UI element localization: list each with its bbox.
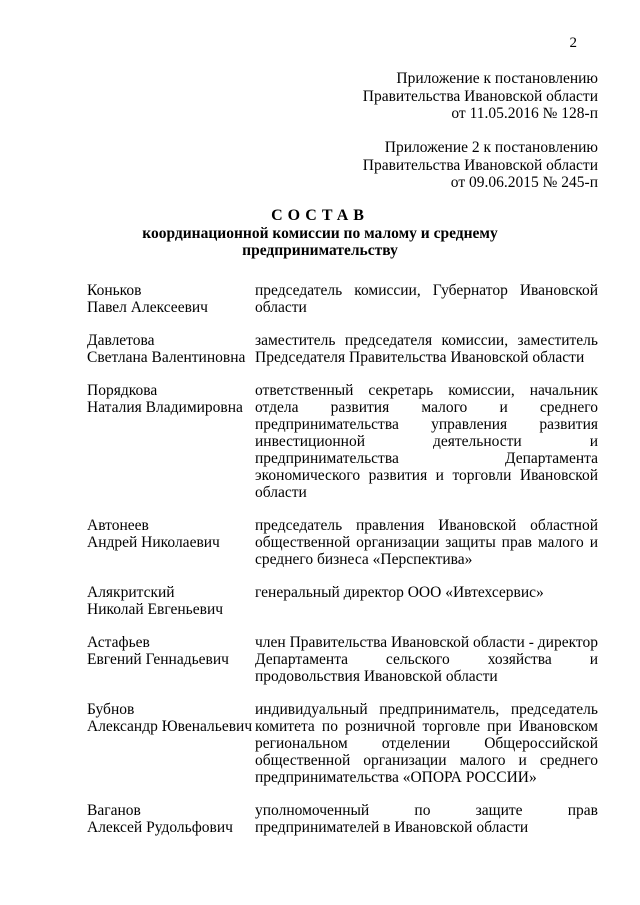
member-position: уполномоченный по защите прав предпринимателей в Ивановской области bbox=[255, 802, 598, 836]
member-name bbox=[87, 701, 255, 786]
member-position: заместитель председателя комиссии, заместитель Председателя Правительства Ивановской области bbox=[255, 332, 598, 366]
member-position: председатель комиссии, Губернатор Ивановской области bbox=[255, 282, 598, 316]
member-name bbox=[87, 517, 255, 568]
member-given-name: Николай Евгеньевич bbox=[87, 601, 224, 618]
member-position: председатель правления Ивановской областной общественной организации защиты прав малого и среднего бизнеса «Перспектива» bbox=[255, 517, 598, 568]
member-name bbox=[87, 802, 255, 836]
member-position: индивидуальный предприниматель, председатель комитета по розничной торговле при Ивановском региональном отделении Общероссийской общественной организации малого и среднего предпринимательства «ОПОРА РОССИИ» bbox=[255, 701, 598, 786]
page-number: 2 bbox=[569, 35, 577, 51]
member-name bbox=[87, 382, 255, 501]
member-row bbox=[87, 282, 598, 316]
appendix-2-line-2: Правительства Ивановской области bbox=[362, 156, 598, 174]
member-row bbox=[87, 584, 598, 618]
member-surname: Давлетова bbox=[87, 332, 155, 349]
member-given-name: Александр Ювенальевич bbox=[87, 718, 253, 735]
member-surname: Астафьев bbox=[87, 634, 150, 651]
member-name bbox=[87, 332, 255, 366]
members-list bbox=[87, 282, 598, 852]
member-position: ответственный секретарь комиссии, начальник отдела развития малого и среднего предпринимательства управления развития инвестиционной деятельности и предпринимательства Департамента экономического развития и торговли Ивановской области bbox=[255, 382, 598, 501]
appendix-2-line-1: Приложение 2 к постановлению bbox=[384, 139, 598, 156]
member-row bbox=[87, 382, 598, 501]
member-given-name: Андрей Николаевич bbox=[87, 534, 220, 551]
member-name bbox=[87, 634, 255, 685]
member-row bbox=[87, 634, 598, 685]
member-position: член Правительства Ивановской области - директор Департамента сельского хозяйства и продовольствия Ивановской области bbox=[255, 634, 598, 685]
member-row bbox=[87, 517, 598, 568]
appendix-2-line-3: от 09.06.2015 № 245-п bbox=[450, 174, 598, 191]
document-title bbox=[0, 207, 640, 259]
member-surname: Ваганов bbox=[87, 802, 141, 819]
appendix-1-line-2: Правительства Ивановской области bbox=[362, 87, 598, 105]
member-given-name: Павел Алексеевич bbox=[87, 299, 208, 316]
member-row bbox=[87, 701, 598, 786]
member-surname: Бубнов bbox=[87, 701, 135, 718]
appendix-note-1 bbox=[363, 70, 598, 123]
member-given-name: Алексей Рудольфович bbox=[87, 819, 233, 836]
member-position: генеральный директор ООО «Ивтехсервис» bbox=[255, 584, 544, 601]
member-surname: Порядкова bbox=[87, 382, 158, 399]
member-given-name: Светлана Валентиновна bbox=[87, 349, 246, 366]
member-row bbox=[87, 802, 598, 836]
appendix-1-line-1: Приложение к постановлению bbox=[396, 70, 598, 87]
member-surname: Алякритский bbox=[87, 584, 175, 601]
appendix-1-line-3: от 11.05.2016 № 128-п bbox=[451, 105, 598, 122]
member-name bbox=[87, 282, 255, 316]
title-line-2: координационной комиссии по малому и среднему bbox=[142, 225, 498, 242]
member-given-name: Наталия Владимировна bbox=[87, 399, 243, 416]
member-given-name: Евгений Геннадьевич bbox=[87, 651, 229, 668]
member-surname: Автонеев bbox=[87, 517, 149, 534]
title-main: СОСТАВ bbox=[271, 207, 369, 224]
appendix-note-2 bbox=[363, 139, 598, 192]
member-surname: Коньков bbox=[87, 282, 142, 299]
member-name bbox=[87, 584, 255, 618]
member-row bbox=[87, 332, 598, 366]
title-line-3: предпринимательству bbox=[242, 242, 398, 259]
